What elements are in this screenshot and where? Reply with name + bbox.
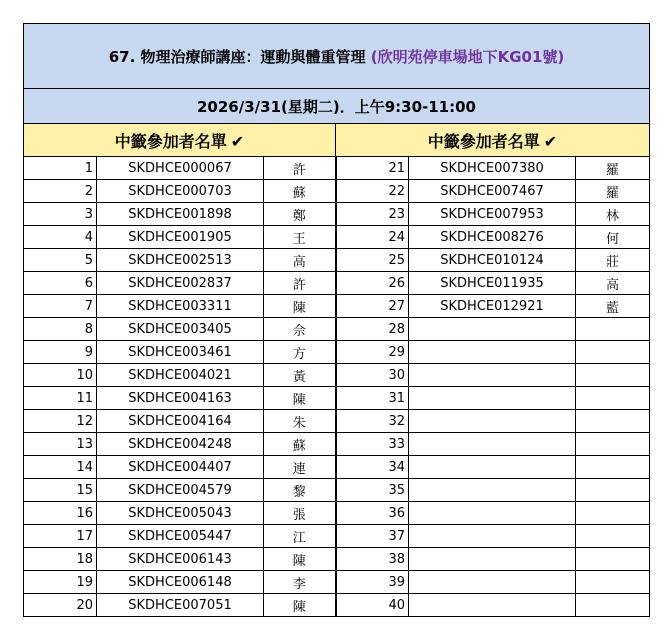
list-header-left: [24, 124, 336, 157]
venue-location: (欣明苑停車場地下KG01號): [370, 47, 565, 66]
participant-surname-left: 張: [264, 502, 336, 525]
list-header-left-label: 中籤參加者名單: [114, 131, 227, 151]
row-number-right: 26: [336, 272, 409, 295]
page-title: 67. 物理治療師講座：運動與體重管理: [108, 47, 371, 66]
row-number-left: 11: [24, 387, 97, 410]
participant-surname-right: [576, 502, 650, 525]
participant-code-right: SKDHCE010124: [409, 249, 576, 272]
row-number-left: 8: [24, 318, 97, 341]
participant-rows: [24, 157, 650, 617]
participant-code-right: [409, 318, 576, 341]
participant-surname-right: 莊: [576, 249, 650, 272]
participant-surname-left: 陳: [264, 295, 336, 318]
participant-surname-right: [576, 387, 650, 410]
participant-code-left: SKDHCE001898: [97, 203, 264, 226]
participant-code-left: SKDHCE000067: [97, 157, 264, 180]
participant-code-left: SKDHCE006143: [97, 548, 264, 571]
participant-code-right: [409, 387, 576, 410]
participant-surname-right: [576, 410, 650, 433]
table-row: [24, 387, 650, 410]
table-row: [24, 157, 650, 180]
participant-code-right: SKDHCE008276: [409, 226, 576, 249]
participant-code-right: [409, 433, 576, 456]
participant-code-left: SKDHCE004579: [97, 479, 264, 502]
participant-surname-right: 高: [576, 272, 650, 295]
participant-surname-right: 羅: [576, 180, 650, 203]
participant-surname-right: 林: [576, 203, 650, 226]
participant-surname-left: 王: [264, 226, 336, 249]
table-row: [24, 456, 650, 479]
row-number-right: 21: [336, 157, 409, 180]
participant-code-left: SKDHCE004021: [97, 364, 264, 387]
participant-code-left: SKDHCE005447: [97, 525, 264, 548]
row-number-right: 30: [336, 364, 409, 387]
participant-surname-left: 江: [264, 525, 336, 548]
row-number-right: 29: [336, 341, 409, 364]
participant-surname-left: 佘: [264, 318, 336, 341]
row-number-left: 1: [24, 157, 97, 180]
checkmark-icon: ✔: [230, 131, 245, 151]
participant-surname-right: [576, 318, 650, 341]
title-row: [24, 24, 650, 89]
table-row: [24, 433, 650, 456]
participant-surname-left: 黃: [264, 364, 336, 387]
row-number-left: 17: [24, 525, 97, 548]
row-number-left: 13: [24, 433, 97, 456]
row-number-left: 3: [24, 203, 97, 226]
participant-code-left: SKDHCE004163: [97, 387, 264, 410]
participant-code-right: [409, 479, 576, 502]
participant-surname-right: [576, 341, 650, 364]
row-number-right: 31: [336, 387, 409, 410]
row-number-left: 4: [24, 226, 97, 249]
participant-surname-left: 蘇: [264, 433, 336, 456]
participant-surname-left: 陳: [264, 387, 336, 410]
row-number-left: 6: [24, 272, 97, 295]
participant-code-left: SKDHCE003405: [97, 318, 264, 341]
row-number-right: 40: [336, 594, 409, 617]
participant-sheet: [23, 23, 650, 617]
row-number-right: 24: [336, 226, 409, 249]
row-number-left: 5: [24, 249, 97, 272]
row-number-left: 7: [24, 295, 97, 318]
participant-surname-left: 高: [264, 249, 336, 272]
table-row: [24, 203, 650, 226]
participant-surname-left: 許: [264, 157, 336, 180]
participant-surname-left: 鄭: [264, 203, 336, 226]
participant-code-right: [409, 594, 576, 617]
row-number-right: 25: [336, 249, 409, 272]
participant-code-right: [409, 548, 576, 571]
table-row: [24, 594, 650, 617]
session-date: 2026/3/31(星期二)．上午9:30-11:00: [24, 89, 650, 124]
participant-code-right: SKDHCE007467: [409, 180, 576, 203]
row-number-left: 14: [24, 456, 97, 479]
row-number-left: 10: [24, 364, 97, 387]
participant-surname-right: 藍: [576, 295, 650, 318]
participant-code-right: [409, 364, 576, 387]
participant-surname-right: [576, 364, 650, 387]
participant-surname-left: 蘇: [264, 180, 336, 203]
row-number-left: 20: [24, 594, 97, 617]
participant-code-right: [409, 341, 576, 364]
checkmark-icon: ✔: [543, 131, 558, 151]
row-number-left: 2: [24, 180, 97, 203]
participant-code-right: [409, 525, 576, 548]
participant-surname-right: [576, 525, 650, 548]
row-number-right: 38: [336, 548, 409, 571]
row-number-right: 39: [336, 571, 409, 594]
participant-code-left: SKDHCE006148: [97, 571, 264, 594]
participant-surname-right: [576, 548, 650, 571]
participant-code-left: SKDHCE001905: [97, 226, 264, 249]
participant-surname-left: 陳: [264, 594, 336, 617]
participant-code-right: SKDHCE012921: [409, 295, 576, 318]
row-number-left: 9: [24, 341, 97, 364]
table-row: [24, 502, 650, 525]
table-row: [24, 249, 650, 272]
participant-surname-left: 連: [264, 456, 336, 479]
table-row: [24, 180, 650, 203]
participant-code-left: SKDHCE005043: [97, 502, 264, 525]
row-number-left: 12: [24, 410, 97, 433]
table-row: [24, 410, 650, 433]
row-number-right: 36: [336, 502, 409, 525]
table-row: [24, 272, 650, 295]
row-number-left: 16: [24, 502, 97, 525]
table-row: [24, 318, 650, 341]
table-row: [24, 525, 650, 548]
participant-code-left: SKDHCE003461: [97, 341, 264, 364]
participant-code-left: SKDHCE003311: [97, 295, 264, 318]
list-header-right-label: 中籤參加者名單: [427, 131, 540, 151]
participant-code-left: SKDHCE004164: [97, 410, 264, 433]
participant-surname-right: 何: [576, 226, 650, 249]
participant-surname-left: 李: [264, 571, 336, 594]
table-row: [24, 548, 650, 571]
row-number-right: 32: [336, 410, 409, 433]
participant-code-right: SKDHCE007953: [409, 203, 576, 226]
row-number-left: 18: [24, 548, 97, 571]
row-number-right: 27: [336, 295, 409, 318]
participant-code-left: SKDHCE004248: [97, 433, 264, 456]
list-header-right: [336, 124, 650, 157]
participant-surname-left: 朱: [264, 410, 336, 433]
participant-code-left: SKDHCE007051: [97, 594, 264, 617]
row-number-left: 15: [24, 479, 97, 502]
table-row: [24, 226, 650, 249]
table-row: [24, 364, 650, 387]
participant-code-left: SKDHCE000703: [97, 180, 264, 203]
participant-surname-right: [576, 594, 650, 617]
row-number-right: 37: [336, 525, 409, 548]
table-row: [24, 571, 650, 594]
sheet-body: [24, 24, 650, 157]
row-number-right: 28: [336, 318, 409, 341]
participant-surname-left: 許: [264, 272, 336, 295]
table-row: [24, 341, 650, 364]
participant-code-right: SKDHCE007380: [409, 157, 576, 180]
participant-code-left: SKDHCE004407: [97, 456, 264, 479]
participant-code-right: [409, 456, 576, 479]
table-row: [24, 295, 650, 318]
participant-surname-right: [576, 433, 650, 456]
participant-code-right: [409, 571, 576, 594]
participant-surname-right: [576, 571, 650, 594]
participant-code-left: SKDHCE002513: [97, 249, 264, 272]
row-number-right: 23: [336, 203, 409, 226]
participant-surname-right: [576, 456, 650, 479]
participant-surname-left: 黎: [264, 479, 336, 502]
row-number-right: 22: [336, 180, 409, 203]
participant-surname-left: 陳: [264, 548, 336, 571]
participant-code-right: SKDHCE011935: [409, 272, 576, 295]
row-number-left: 19: [24, 571, 97, 594]
row-number-right: 34: [336, 456, 409, 479]
title-cell: [24, 24, 650, 89]
row-number-right: 35: [336, 479, 409, 502]
table-row: [24, 479, 650, 502]
participant-surname-left: 方: [264, 341, 336, 364]
participant-code-left: SKDHCE002837: [97, 272, 264, 295]
participant-surname-right: [576, 479, 650, 502]
date-row: [24, 89, 650, 124]
participant-surname-right: 羅: [576, 157, 650, 180]
row-number-right: 33: [336, 433, 409, 456]
list-header-row: [24, 124, 650, 157]
participant-code-right: [409, 502, 576, 525]
participant-code-right: [409, 410, 576, 433]
